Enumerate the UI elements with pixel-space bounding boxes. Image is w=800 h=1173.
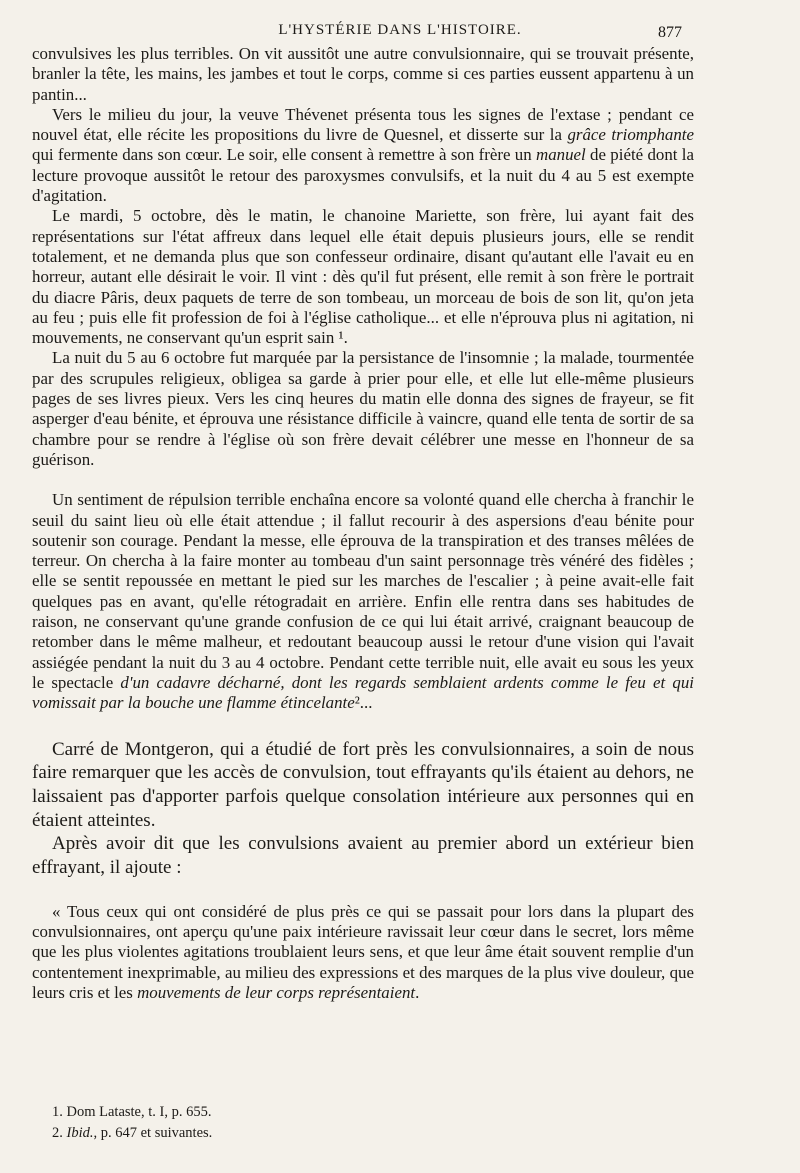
paragraph-3	[32, 206, 694, 348]
paragraph-5-text-a: Un sentiment de répulsion terrible enchaîna encore sa volonté quand elle chercha à franchir le seuil du saint lieu où elle était attendue ; il fallut recourir à des aspersions d'eau bénite pour soutenir son courage. Pendant la messe, elle éprouva de la transpiration et des transes mêlées de terreur. On chercha à la faire monter au tombeau d'un saint personnage très vénéré des fidèles ; elle se sentit repoussée en mettant le pied sur les marches de l'escalier ; à peine avait-elle fait quelques pas en avant, qu'elle rétogradait en arrière. Enfin elle rentra dans ses habitudes de raison, ne conservant qu'une grande confusion de ce qui lui était arrivé, craignant beaucoup de retomber dans le même malheur, et redoutant beaucoup aussi le retour d'une vision qui l'avait assiégée pendant la nuit du 3 au 4 octobre. Pendant cette terrible nuit, elle avait eu sous les yeux le spectacle	[32, 490, 694, 692]
paragraph-4	[32, 348, 694, 470]
footnote-2-rest: , p. 647 et suivantes.	[93, 1125, 213, 1141]
paragraph-2-italic-2: manuel	[536, 145, 586, 165]
spacer	[32, 470, 694, 490]
body-text	[32, 44, 694, 1003]
quotation	[32, 902, 694, 1003]
paragraph-4-text: La nuit du 5 au 6 octobre fut marquée par la persistance de l'insomnie ; la malade, tourmentée par des scrupules religieux, obligea sa garde à prier pour elle, et elle lut elle-même plusieurs pages de ses livres pieux. Vers les cinq heures du matin elle donna des signes de frayeur, se fit asperger d'eau bénite, et éprouva une résistance difficile à vaincre, quand elle tenta de sortir de sa chambre pour se rendre à l'église où son frère devait célébrer une messe en l'honneur de sa guérison.	[32, 348, 694, 469]
footnote-2	[52, 1123, 212, 1144]
spacer	[32, 880, 694, 902]
footnote-2-number: 2.	[52, 1125, 67, 1141]
paragraph-2	[32, 105, 694, 206]
footnote-2-italic: Ibid.	[66, 1125, 94, 1141]
footnote-1: 1. Dom Lataste, t. I, p. 655.	[52, 1104, 212, 1120]
paragraph-2-italic: grâce triomphante	[567, 125, 694, 145]
footnotes	[52, 1102, 212, 1144]
paragraph-7-text: Après avoir dit que les convulsions avaient au premier abord un extérieur bien effrayant, il ajoute :	[32, 833, 694, 879]
running-title: L'HYSTÉRIE DANS L'HISTOIRE.	[278, 22, 522, 38]
paragraph-5-italic: d'un cadavre décharné, dont les regards semblaient ardents comme le feu et qui vomissait par la bouche une flamme étincelante	[32, 672, 694, 713]
page-number: 877	[658, 24, 682, 41]
paragraph-1	[32, 44, 694, 105]
quotation-italic: mouvements de leur corps représentaient	[137, 982, 416, 1002]
spacer	[32, 714, 694, 738]
page-header	[0, 16, 800, 46]
paragraph-6	[32, 738, 694, 833]
quotation-text-b: .	[415, 982, 420, 1002]
paragraph-7	[32, 832, 694, 879]
paragraph-2-text-b: qui fermente dans son cœur. Le soir, elle consent à remettre à son frère un	[32, 145, 536, 165]
quotation-text-a: « Tous ceux qui ont considéré de plus près ce qui se passait pour lors dans la plupart des convulsionnaires, ont aperçu qu'une paix intérieure ravissait leur cœur dans le secret, lors même que les plus violentes agitations troublaient leurs sens, et que leur âme était souvent remplie d'un contentement inexprimable, au milieu des expressions et des marques de la plus vive douleur, que leurs cris et les	[32, 901, 694, 1002]
paragraph-2-text-c: de piété dont la lecture provoque aussitôt le retour des paroxysmes convulsifs, et la nuit du 4 au 5 est exempte d'agitation.	[32, 145, 694, 206]
paragraph-6-text: Carré de Montgeron, qui a étudié de fort près les convulsionnaires, a soin de nous faire remarquer que les accès de convulsion, tout effrayants qu'ils étaient au dehors, ne laissaient pas d'apporter parfois quelque consolation intérieure aux personnes qui en étaient atteintes.	[32, 738, 694, 831]
paragraph-2-text-a: Vers le milieu du jour, la veuve Thévenet présenta tous les signes de l'extase ; pendant ce nouvel état, elle récite les propositions du livre de Quesnel, et disserte sur la	[32, 104, 694, 145]
paragraph-1-text: convulsives les plus terribles. On vit aussitôt une autre convulsionnaire, qui se trouvait présente, branler la tête, les mains, les jambes et tout le corps, comme si ces parties eussent appartenu à un pantin...	[32, 44, 694, 104]
paragraph-5-text-b: ²...	[354, 693, 373, 713]
paragraph-3-text: Le mardi, 5 octobre, dès le matin, le chanoine Mariette, son frère, lui ayant fait des représentations sur l'état affreux dans lequel elle était depuis plusieurs jours, elle se rendit totalement, et ne demanda plus que son confesseur ordinaire, disant qu'autant elle l'avait eu en horreur, autant elle désirait le voir. Il vint : dès qu'il fut présent, elle remit à son frère le portrait du diacre Pâris, deux paquets de terre de son tombeau, un morceau de bois de son lit, qu'on jeta au feu ; puis elle fit profession de foi à l'église catholique... et elle n'éprouva plus ni agitation, ni mouvements, ne conservant qu'un esprit sain ¹.	[32, 206, 694, 348]
paragraph-5	[32, 490, 694, 713]
